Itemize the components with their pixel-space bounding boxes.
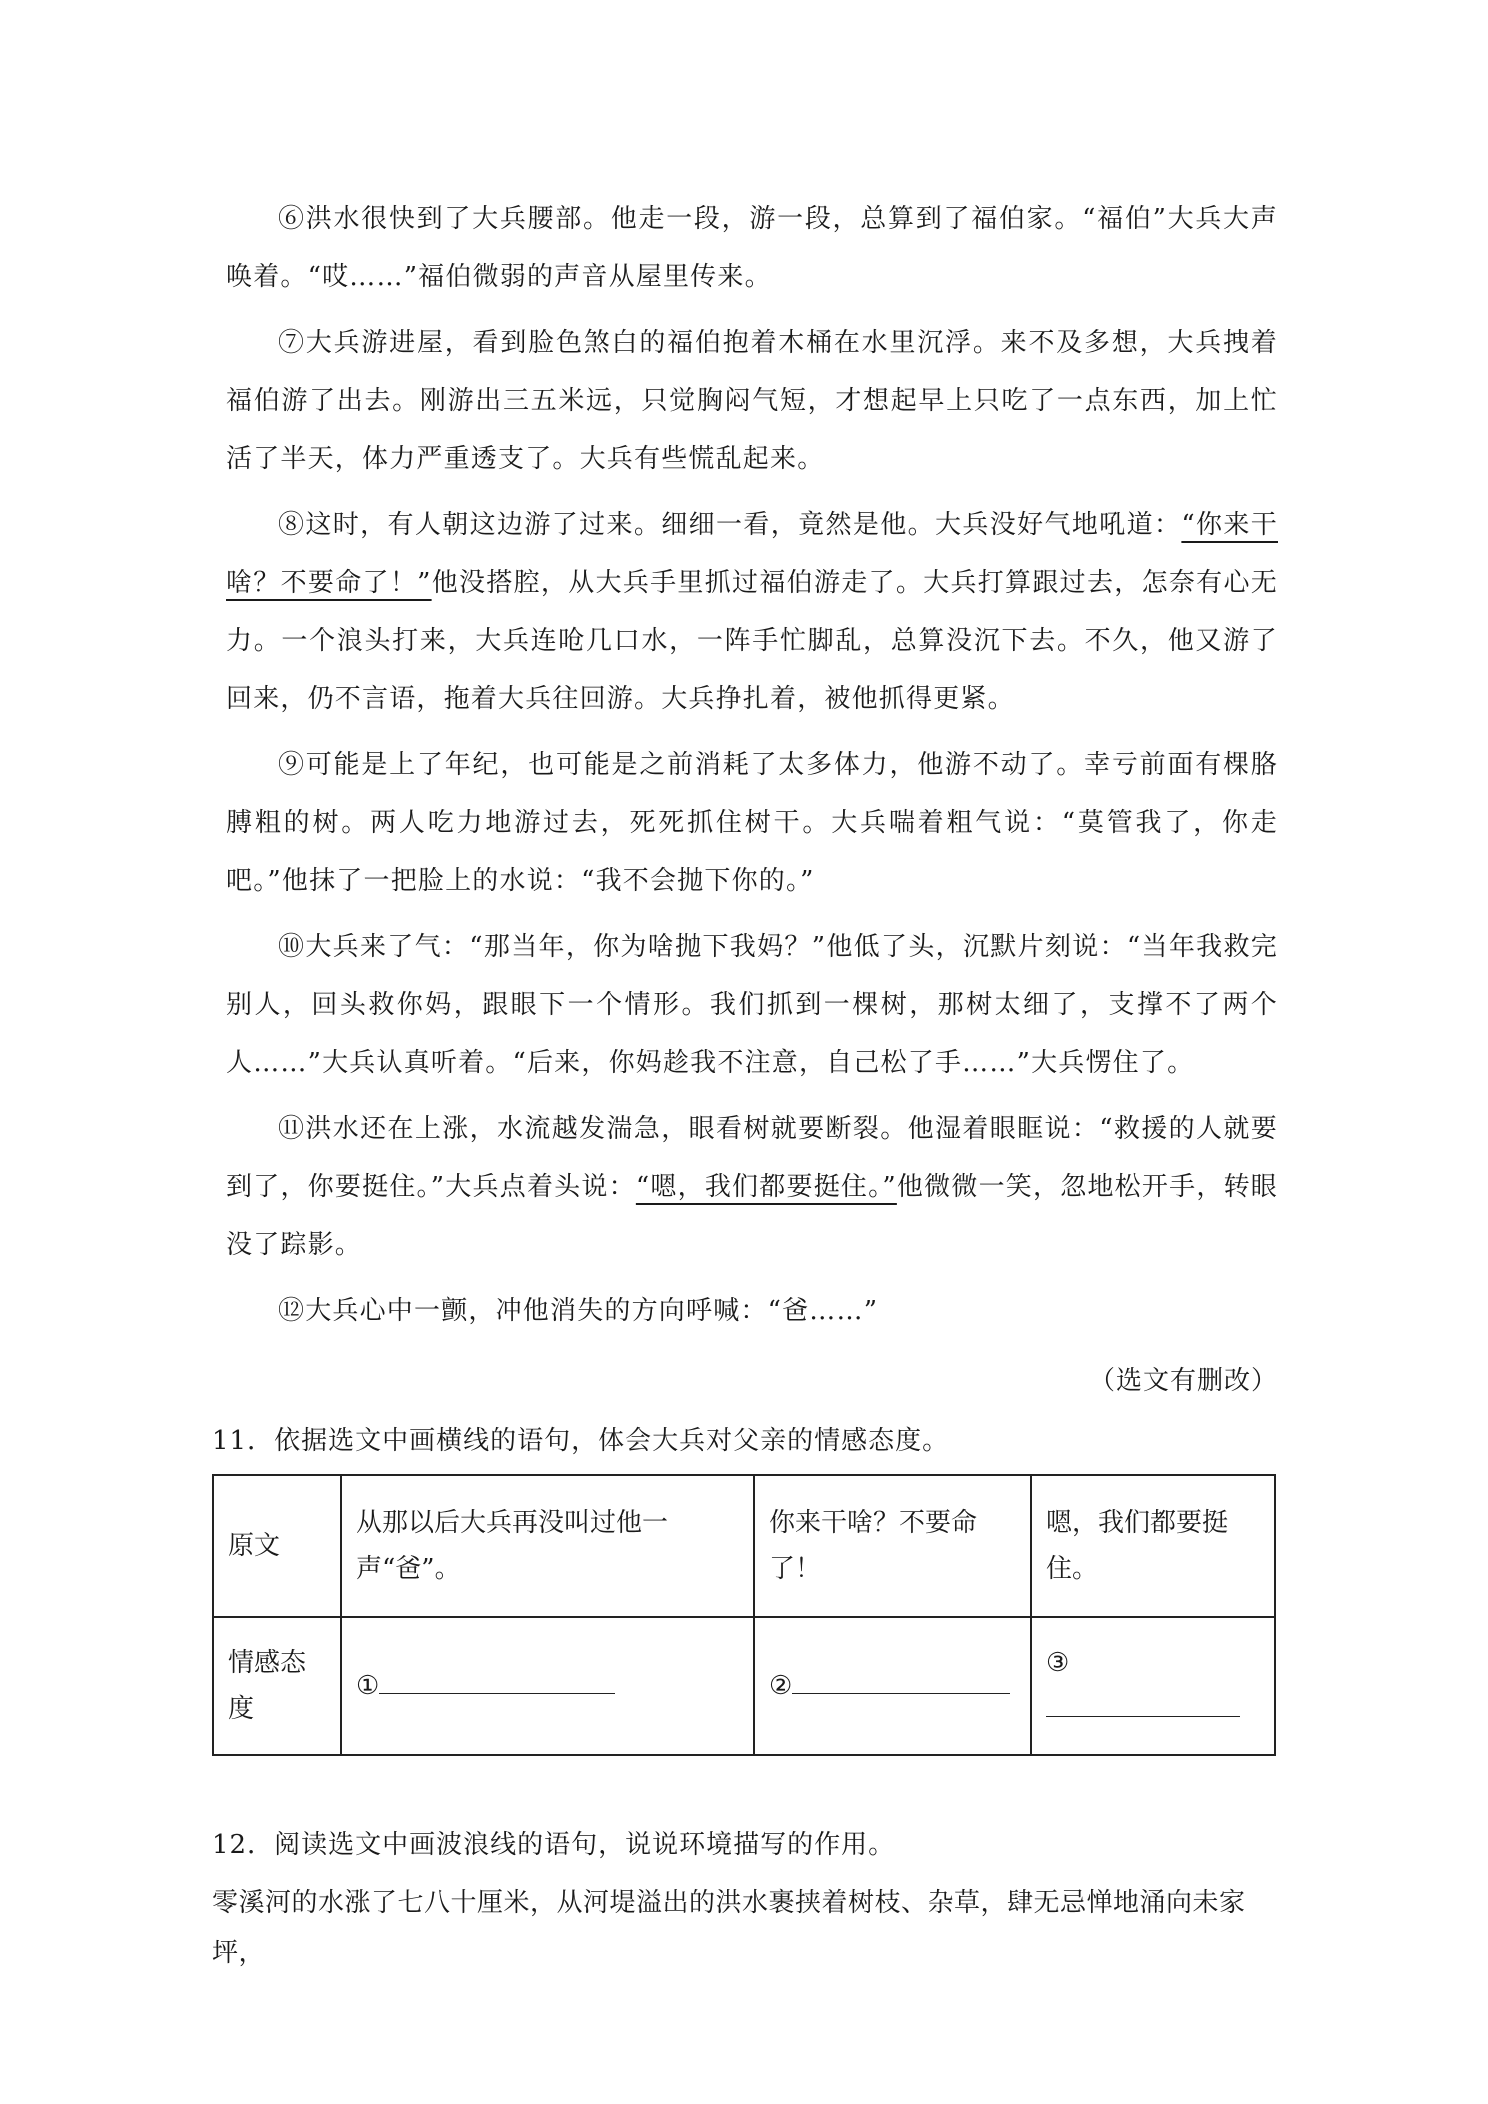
row-header-emotion: 情感态度 [213,1617,341,1755]
paragraph-6: ⑥洪水很快到了大兵腰部。他走一段，游一段，总算到了福伯家。“福伯”大兵大声唤着。“哎……”福伯微弱的声音从屋里传来。 [226,204,1278,292]
answer-marker-3: ③ [1046,1648,1070,1678]
row-header-original: 原文 [213,1475,341,1617]
answer-cell-2 [754,1617,1031,1755]
paragraph-8-text-before: ⑧这时，有人朝这边游了过来。细细一看，竟然是他。大兵没好气地吼道： [278,510,1182,540]
original-cell-2: 你来干啥？不要命了！ [754,1475,1031,1617]
paragraph-9: ⑨可能是上了年纪，也可能是之前消耗了太多体力，他游不动了。幸亏前面有棵胳膊粗的树。两人吃力地游过去，死死抓住树干。大兵喘着粗气说：“莫管我了，你走吧。”他抹了一把脸上的水说：“我不会抛下你的。” [226,750,1278,896]
document-page [212,190,1278,1978]
answer-blank-1[interactable] [379,1663,615,1694]
paragraph-11-text-after: 他微微一笑，忽地松开手，转眼没了踪影。 [226,1172,1278,1260]
answer-cell-3 [1031,1617,1275,1755]
paragraph-11-underlined-sentence: “嗯，我们都要挺住。” [635,1172,897,1202]
paragraph-10: ⑩大兵来了气：“那当年，你为啥抛下我妈？”他低了头，沉默片刻说：“当年我救完别人，回头救你妈，跟眼下一个情形。我们抓到一棵树，那树太细了，支撑不了两个人……”大兵认真听着。“后来，你妈趁我不注意，自己松了手……”大兵愣住了。 [226,932,1278,1078]
original-cell-1: 从那以后大兵再没叫过他一声“爸”。 [341,1475,754,1617]
paragraph-8-text-after: 他没搭腔，从大兵手里抓过福伯游走了。大兵打算跟过去，怎奈有心无力。一个浪头打来，大兵连呛几口水，一阵手忙脚乱，总算没沉下去。不久，他又游了回来，仍不言语，拖着大兵往回游。大兵挣扎着，被他抓得更紧。 [226,568,1278,714]
paragraph-8-underlined-sentence: “你来干啥？不要命了！” [226,510,1278,598]
answer-marker-2: ② [769,1671,793,1701]
table-row-emotion [213,1617,1275,1755]
answer-table [212,1474,1276,1756]
paragraph-7: ⑦大兵游进屋，看到脸色煞白的福伯抱着木桶在水里沉浮。来不及多想，大兵拽着福伯游了出去。刚游出三五米远，只觉胸闷气短，才想起早上只吃了一点东西，加上忙活了半天，体力严重透支了。大兵有些慌乱起来。 [226,328,1278,474]
table-row-original-text [213,1475,1275,1617]
answer-cell-1 [341,1617,754,1755]
paragraph-8 [226,496,1278,728]
paragraph-11 [226,1100,1278,1274]
answer-blank-3[interactable] [1046,1686,1240,1717]
paragraph-12: ⑫大兵心中一颤，冲他消失的方向呼喊：“爸……” [278,1296,879,1326]
answer-blank-2[interactable] [792,1663,1010,1694]
answer-marker-1: ① [356,1671,380,1701]
original-cell-3: 嗯，我们都要挺住。 [1031,1475,1275,1617]
paragraph-11-text-before: ⑪洪水还在上涨，水流越发湍急，眼看树就要断裂。他湿着眼眶说：“救援的人就要到了，你要挺住。”大兵点着头说： [226,1114,1278,1202]
question-12-quoted-text: 零溪河的水涨了七八十厘米，从河堤溢出的洪水裹挟着树枝、杂草，肆无忌惮地涌向未家坪， [212,1888,1246,1968]
question-12-title: 12．阅读选文中画波浪线的语句，说说环境描写的作用。 [212,1830,896,1860]
question-11-title: 11．依据选文中画横线的语句，体会大兵对父亲的情感态度。 [212,1426,950,1456]
source-note: （选文有删改） [1088,1366,1278,1396]
